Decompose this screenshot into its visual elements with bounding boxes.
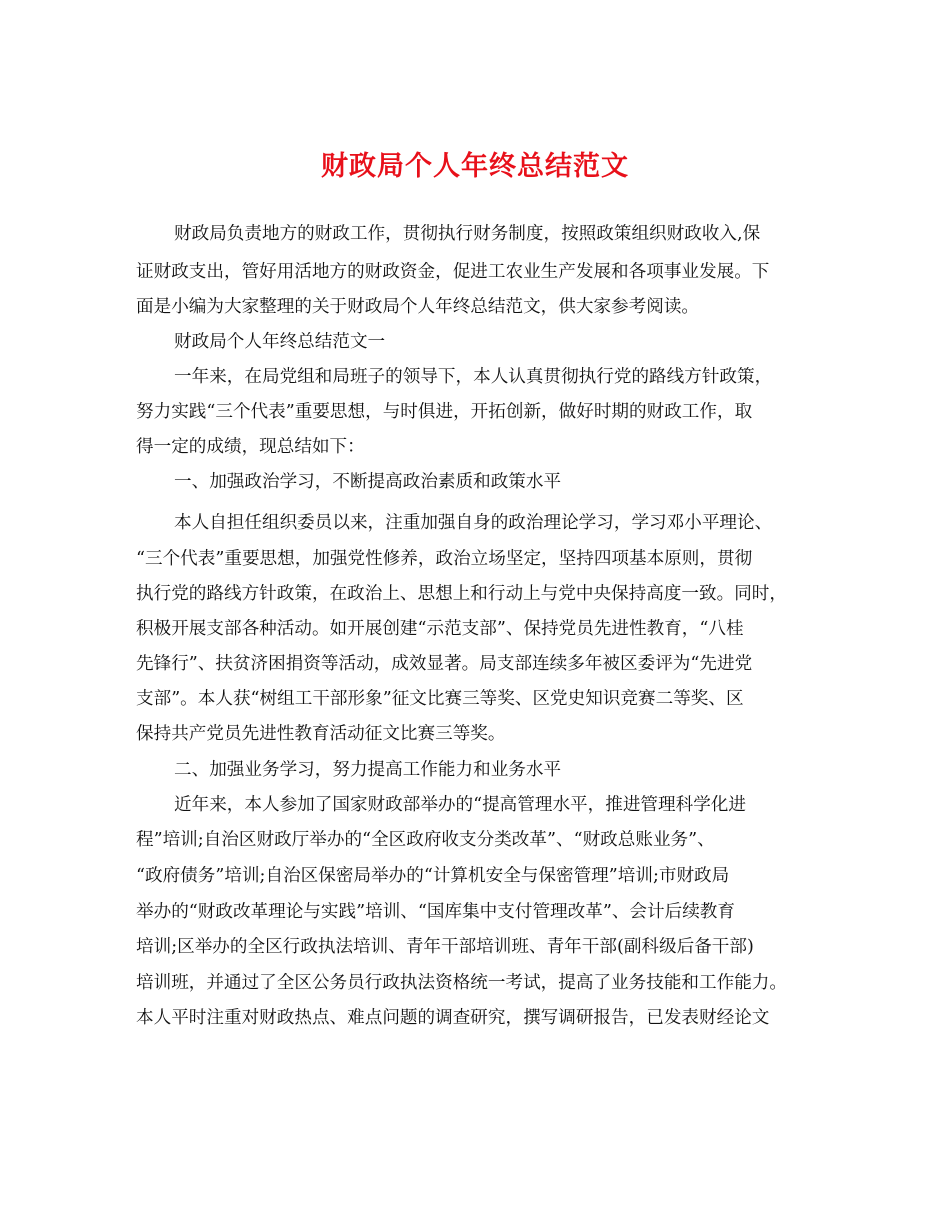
paragraph-line: 财政局负责地方的财政工作，贯彻执行财务制度，按照政策组织财政收入,保	[174, 224, 761, 244]
paragraph-line: 一年来，在局党组和局班子的领导下，本人认真贯彻执行党的路线方针政策，	[174, 367, 773, 387]
paragraph-line: “政府债务”培训;自治区保密局举办的“计算机安全与保密管理”培训;市财政局	[136, 866, 730, 886]
section-heading: 一、加强政治学习，不断提高政治素质和政策水平	[174, 472, 562, 492]
paragraph-line: 举办的“财政改革理论与实践”培训、“国库集中支付管理改革”、会计后续教育	[136, 902, 735, 922]
section-heading: 二、加强业务学习，努力提高工作能力和业务水平	[174, 760, 562, 780]
paragraph-line: 培训班，并通过了全区公务员行政执法资格统一考试，提高了业务技能和工作能力。	[136, 973, 787, 993]
paragraph-line: 本人自担任组织委员以来，注重加强自身的政治理论学习，学习邓小平理论、	[174, 513, 773, 533]
paragraph-line: 近年来，本人参加了国家财政部举办的“提高管理水平，推进管理科学化进	[174, 795, 746, 815]
paragraph-line: 程”培训;自治区财政厅举办的“全区政府收支分类改革”、“财政总账业务”、	[136, 830, 715, 850]
paragraph-line: 培训;区举办的全区行政执法培训、青年干部培训班、青年干部(副科级后备干部)	[136, 937, 754, 957]
paragraph-line: “三个代表”重要思想，加强党性修养，政治立场坚定，坚持四项基本原则，贯彻	[136, 549, 753, 569]
paragraph-line: 努力实践“三个代表”重要思想，与时俱进，开拓创新，做好时期的财政工作，取	[136, 402, 753, 422]
paragraph-line: 执行党的路线方针政策，在政治上、思想上和行动上与党中央保持高度一致。同时，	[136, 584, 787, 604]
document-title: 财政局个人年终总结范文	[321, 151, 629, 182]
paragraph-line: 支部”。本人获“树组工干部形象”征文比赛三等奖、区党史知识竞赛二等奖、区	[136, 689, 744, 709]
paragraph-line: 本人平时注重对财政热点、难点问题的调查研究，撰写调研报告，已发表财经论文	[136, 1008, 770, 1028]
paragraph-line: 保持共产党员先进性教育活动征文比赛三等奖。	[136, 724, 506, 744]
paragraph-line: 积极开展支部各种活动。如开展创建“示范支部”、保持党员先进性教育，“八桂	[136, 619, 744, 639]
paragraph-line: 证财政支出，管好用活地方的财政资金，促进工农业生产发展和各项事业发展。下	[136, 262, 770, 282]
paragraph-line: 得一定的成绩，现总结如下：	[136, 437, 365, 457]
section-heading: 财政局个人年终总结范文一	[174, 332, 386, 352]
paragraph-line: 面是小编为大家整理的关于财政局个人年终总结范文，供大家参考阅读。	[136, 297, 700, 317]
paragraph-line: 先锋行”、扶贫济困捐资等活动，成效显著。局支部连续多年被区委评为“先进党	[136, 654, 753, 674]
